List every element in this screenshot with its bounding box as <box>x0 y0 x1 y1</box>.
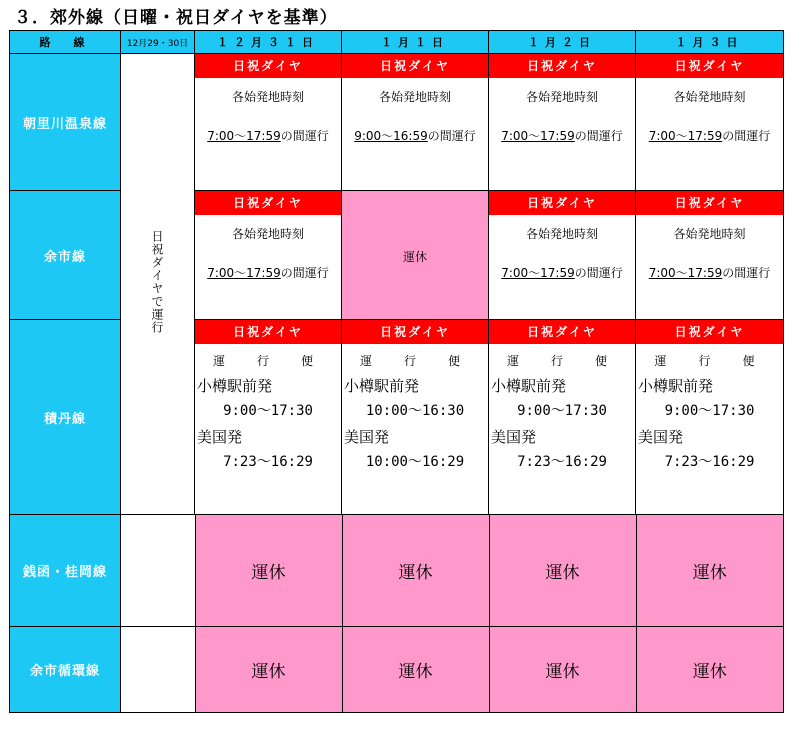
schedule-cell <box>195 320 342 515</box>
schedule-cell <box>342 54 489 191</box>
route-header: 路 線 <box>10 31 121 54</box>
closed-label: 運休 <box>398 563 433 583</box>
cell-line1: 各始発地時刻 <box>378 90 451 104</box>
origin-time: 10:00～16:29 <box>365 454 465 470</box>
cell-time: 9:00～16:59 <box>354 129 428 143</box>
pre-period-cell <box>121 54 195 515</box>
cell-time-line <box>489 127 635 144</box>
cell-time: 7:00～17:59 <box>207 266 281 280</box>
route-row-asarigawa <box>10 54 784 191</box>
schedule-cell <box>636 54 784 191</box>
origin-time: 9:00～17:30 <box>517 403 607 419</box>
route-row-yoichi-loop <box>10 627 784 713</box>
service-title: 運 行 便 <box>359 354 470 368</box>
origin-label: 小樽駅前発 <box>638 377 714 395</box>
cell-suffix: の間運行 <box>574 129 623 143</box>
closed-label: 運休 <box>545 662 580 682</box>
origin-time: 9:00～17:30 <box>664 403 755 419</box>
closed-row <box>121 627 784 713</box>
origin-label: 美国発 <box>344 428 390 446</box>
schedule-cell <box>195 54 342 191</box>
cell-time-line <box>636 127 783 144</box>
origin-label: 小樽駅前発 <box>344 377 420 395</box>
origin-time: 7:23～16:29 <box>517 454 607 470</box>
origin-time: 7:23～16:29 <box>664 454 755 470</box>
holiday-badge: 日祝ダイヤ <box>636 54 783 78</box>
cell-time-line <box>489 264 635 281</box>
schedule-cell <box>195 191 342 320</box>
service-title: 運 行 便 <box>654 354 765 368</box>
cell-suffix: の間運行 <box>427 129 476 143</box>
route-name: 余市線 <box>10 191 121 320</box>
holiday-badge: 日祝ダイヤ <box>195 54 341 78</box>
holiday-badge: 日祝ダイヤ <box>342 320 488 344</box>
origin-label: 美国発 <box>491 428 537 446</box>
closed-label: 運休 <box>402 249 427 264</box>
holiday-badge: 日祝ダイヤ <box>195 191 341 215</box>
cell-time: 7:00～17:59 <box>648 266 723 280</box>
closed-label: 運休 <box>692 662 727 682</box>
cell-line1: 各始発地時刻 <box>231 90 304 104</box>
date-header-jan3: １月３日 <box>636 31 784 54</box>
origin-label: 小樽駅前発 <box>197 377 273 395</box>
cell-suffix: の間運行 <box>722 266 771 280</box>
cell-time: 7:00～17:59 <box>648 129 723 143</box>
cell-time: 7:00～17:59 <box>207 129 281 143</box>
holiday-badge: 日祝ダイヤ <box>636 191 783 215</box>
holiday-badge: 日祝ダイヤ <box>636 320 783 344</box>
route-name: 銭函・桂岡線 <box>10 515 121 627</box>
pre-period-note: 日祝ダイヤで運行 <box>150 230 164 334</box>
holiday-badge: 日祝ダイヤ <box>195 320 341 344</box>
holiday-badge: 日祝ダイヤ <box>489 320 635 344</box>
schedule-cell <box>636 191 784 320</box>
closed-label: 運休 <box>692 563 727 583</box>
cell-time-line <box>636 264 783 281</box>
closed-label: 運休 <box>398 662 433 682</box>
holiday-badge: 日祝ダイヤ <box>489 54 635 78</box>
service-title: 運 行 便 <box>506 354 617 368</box>
route-row-zenibako <box>10 515 784 627</box>
cell-suffix: の間運行 <box>722 129 771 143</box>
header-row <box>10 31 784 54</box>
cell-line1: 各始発地時刻 <box>673 227 746 241</box>
closed-label: 運休 <box>251 563 286 583</box>
closed-cell <box>342 191 489 320</box>
route-name: 余市循環線 <box>10 627 121 713</box>
holiday-badge: 日祝ダイヤ <box>489 191 635 215</box>
origin-label: 小樽駅前発 <box>491 377 567 395</box>
schedule-cell <box>489 191 636 320</box>
schedule-cell <box>342 320 489 515</box>
pre-period-header: 12月29・30日 <box>121 31 195 54</box>
date-header-jan2: １月２日 <box>489 31 636 54</box>
schedule-table <box>9 30 784 713</box>
cell-suffix: の間運行 <box>280 129 329 143</box>
cell-suffix: の間運行 <box>574 266 623 280</box>
schedule-cell <box>636 320 784 515</box>
cell-time-line <box>195 264 341 281</box>
route-name: 朝里川温泉線 <box>10 54 121 191</box>
origin-time: 9:00～17:30 <box>223 403 313 419</box>
closed-row <box>121 515 784 627</box>
cell-line1: 各始発地時刻 <box>231 227 304 241</box>
service-title: 運 行 便 <box>212 354 323 368</box>
closed-label: 運休 <box>545 563 580 583</box>
cell-line1: 各始発地時刻 <box>525 90 598 104</box>
cell-suffix: の間運行 <box>280 266 329 280</box>
cell-time-line <box>342 127 488 144</box>
origin-time: 7:23～16:29 <box>223 454 313 470</box>
closed-label: 運休 <box>251 662 286 682</box>
origin-label: 美国発 <box>638 428 684 446</box>
page-title: ３．郊外線（日曜・祝日ダイヤを基準） <box>14 8 338 28</box>
cell-time-line <box>195 127 341 144</box>
cell-time: 7:00～17:59 <box>501 129 575 143</box>
schedule-cell <box>489 320 636 515</box>
route-name: 積丹線 <box>10 320 121 515</box>
cell-line1: 各始発地時刻 <box>673 90 746 104</box>
cell-time: 7:00～17:59 <box>501 266 575 280</box>
origin-time: 10:00～16:30 <box>365 403 465 419</box>
origin-label: 美国発 <box>197 428 243 446</box>
cell-line1: 各始発地時刻 <box>525 227 598 241</box>
schedule-cell <box>489 54 636 191</box>
date-header-jan1: １月１日 <box>342 31 489 54</box>
holiday-badge: 日祝ダイヤ <box>342 54 488 78</box>
date-header-dec31: １２月３１日 <box>195 31 342 54</box>
